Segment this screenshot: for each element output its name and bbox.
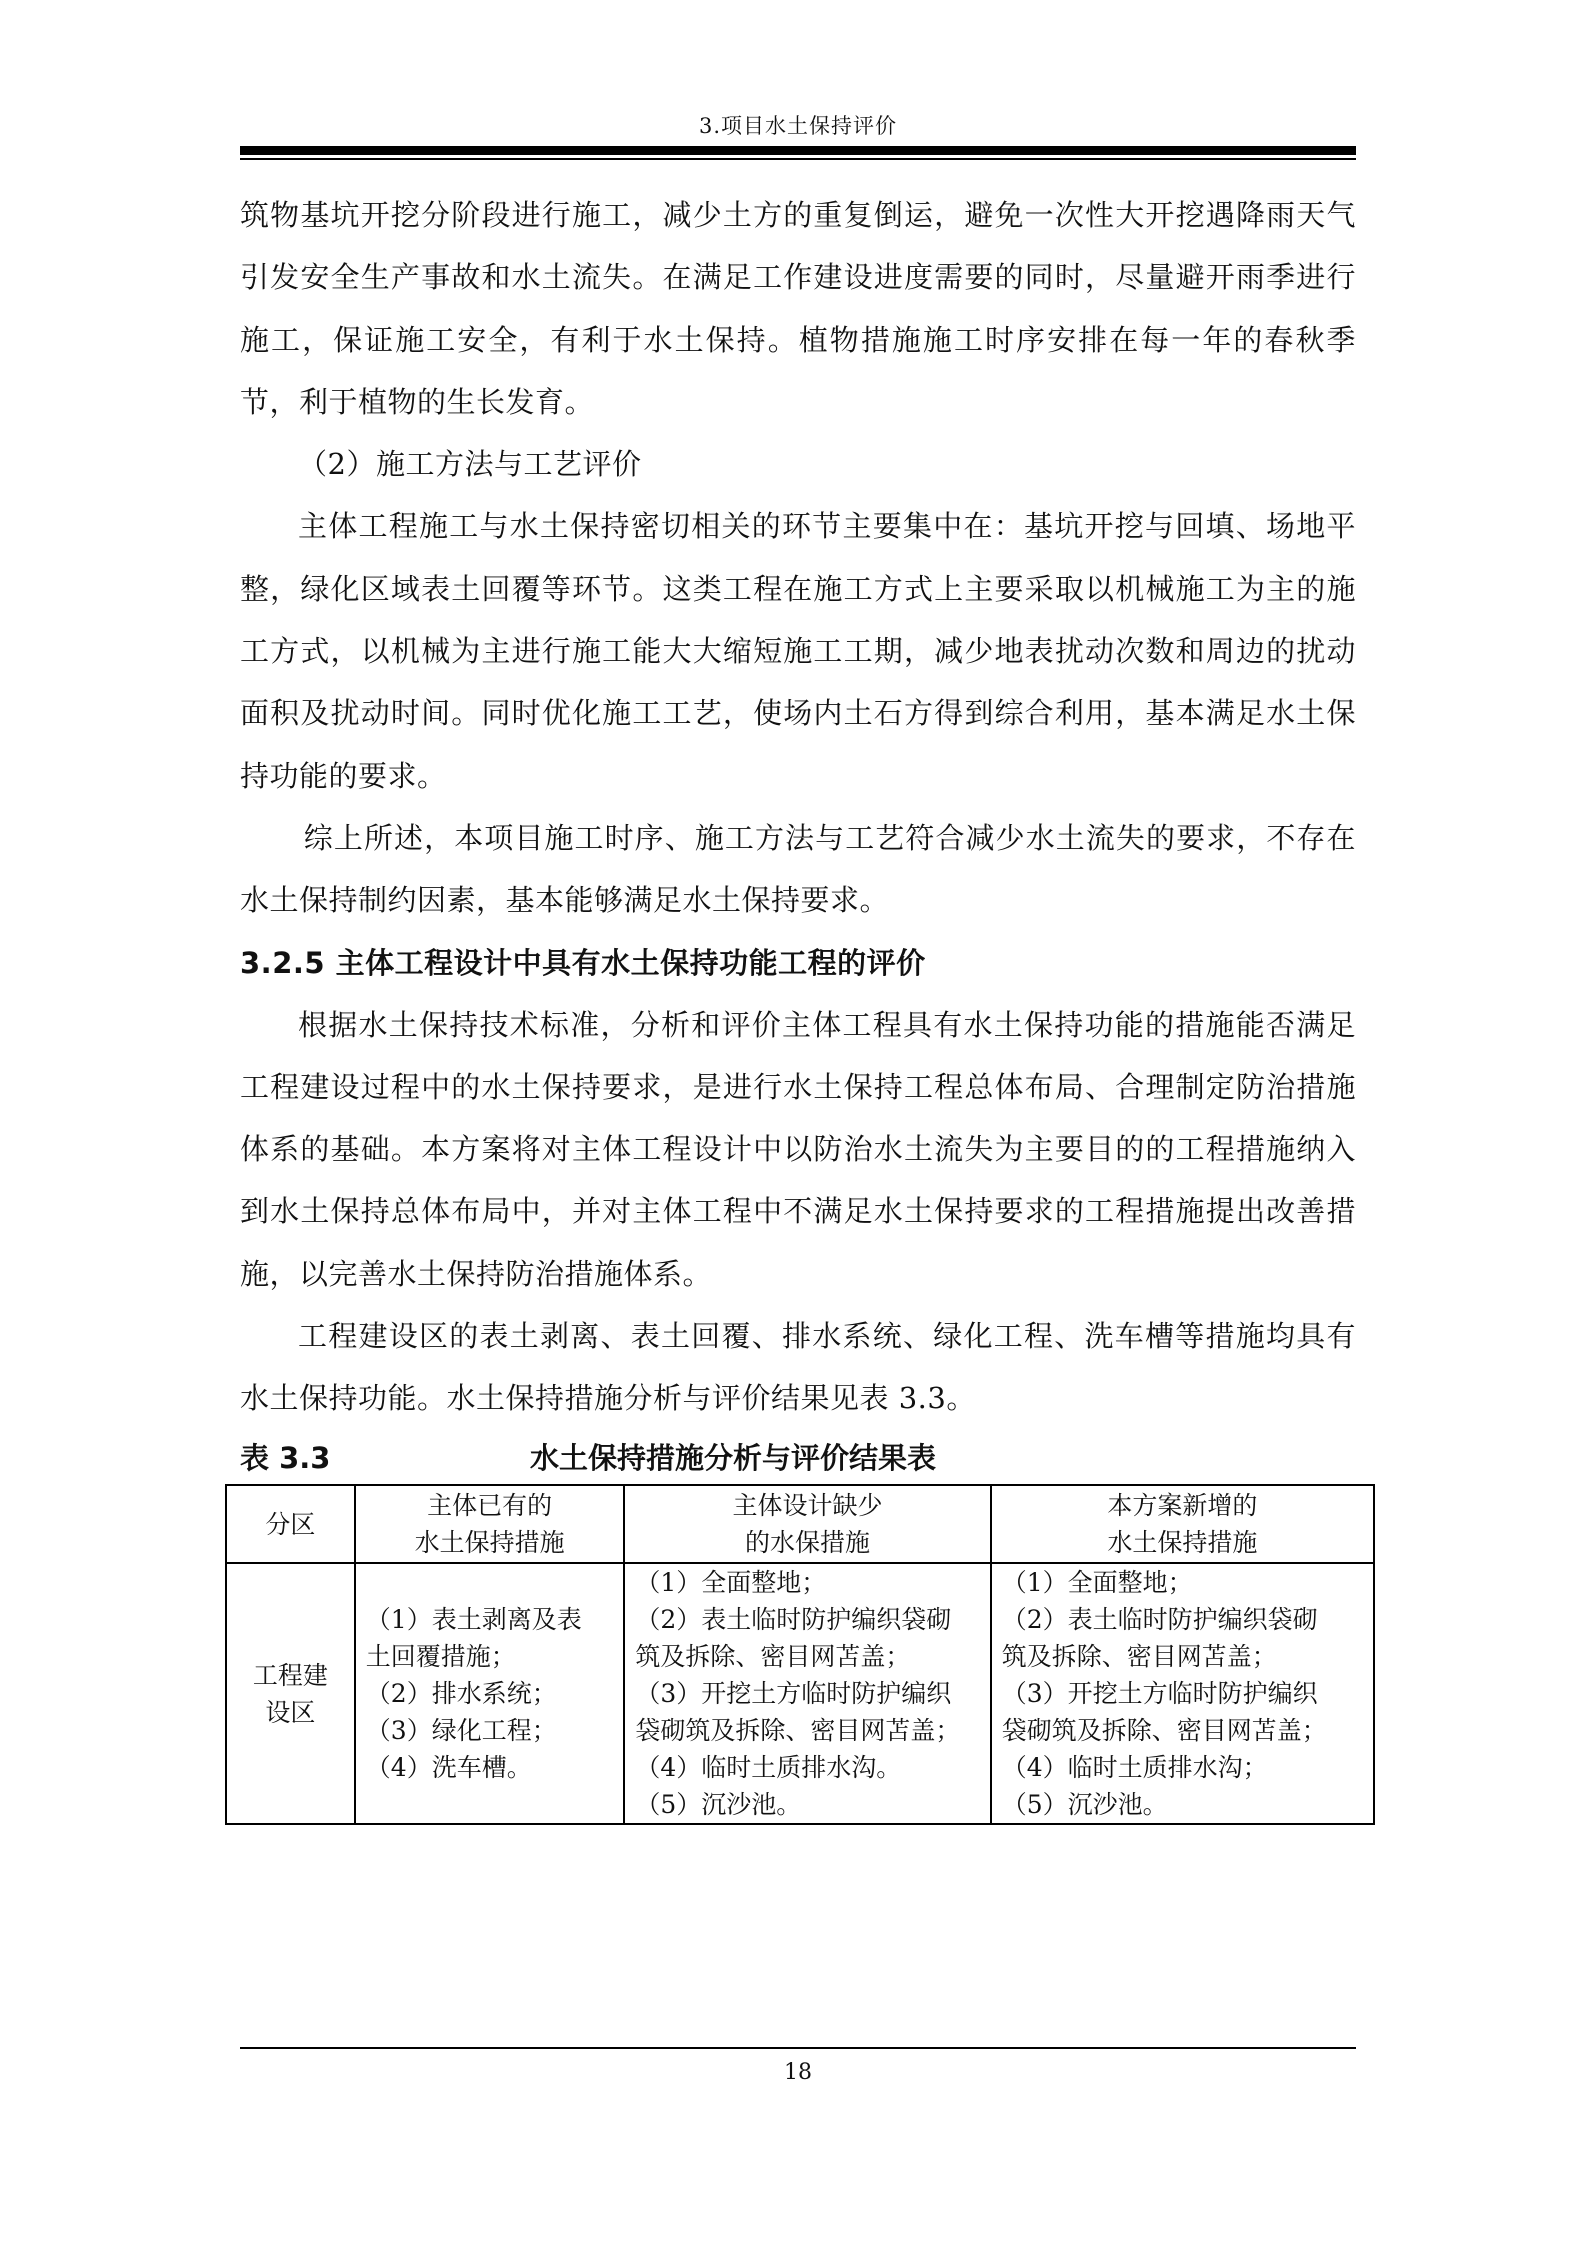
paragraph: 主体工程施工与水土保持密切相关的环节主要集中在：基坑开挖与回填、场地平整，绿化区域表土回覆等环节。这类工程在施工方式上主要采取以机械施工为主的施工方式，以机械为主进行施工能大大缩短施工工期，减少地表扰动次数和周边的扰动面积及扰动时间。同时优化施工工艺，使场内土石方得到综合利用，基本满足水土保持功能的要求。 — [240, 509, 1356, 793]
measure-line: （3）开挖土方临时防护编织 — [1001, 1679, 1318, 1708]
header-zone: 分区 — [226, 1485, 355, 1563]
paragraph: 综上所述，本项目施工时序、施工方法与工艺符合减少水土流失的要求，不存在水土保持制约因素，基本能够满足水土保持要求。 — [240, 820, 1356, 918]
table-header-row — [226, 1485, 1374, 1563]
paragraph: 根据水土保持技术标准，分析和评价主体工程具有水土保持功能的措施能否满足工程建设过程中的水土保持要求，是进行水土保持工程总体布局、合理制定防治措施体系的基础。本方案将对主体工程设计中以防治水土流失为主要目的的工程措施纳入到水土保持总体布局中，并对主体工程中不满足水土保持要求的工程措施提出改善措施，以完善水土保持防治措施体系。 — [240, 1007, 1356, 1291]
measure-line: 土回覆措施； — [365, 1642, 516, 1671]
table-number: 表 3.3 — [240, 1441, 331, 1475]
measure-line: 筑及拆除、密目网苫盖； — [1001, 1642, 1277, 1671]
paragraph: 筑物基坑开挖分阶段进行施工，减少土方的重复倒运，避免一次性大开挖遇降雨天气引发安全生产事故和水土流失。在满足工作建设进度需要的同时，尽量避开雨季进行施工，保证施工安全，有利于水土保持。植物措施施工时序安排在每一年的春秋季节，利于植物的生长发育。 — [240, 198, 1356, 419]
new-measures-cell — [991, 1563, 1374, 1824]
table-row — [226, 1563, 1374, 1824]
footer-rule — [240, 2047, 1356, 2049]
header-missing: 主体设计缺少 的水保措施 — [624, 1485, 990, 1563]
table-title: 水土保持措施分析与评价结果表 — [530, 1441, 937, 1475]
header-new: 本方案新增的 水土保持措施 — [991, 1485, 1374, 1563]
header-rule-thick — [240, 146, 1356, 155]
running-header: 3.项目水土保持评价 — [698, 114, 898, 138]
measure-line: （1）全面整地； — [635, 1568, 827, 1597]
measure-line: （5）沉沙池。 — [635, 1790, 802, 1819]
measure-line: （2）表土临时防护编织袋砌 — [635, 1605, 952, 1634]
paragraph: 工程建设区的表土剥离、表土回覆、排水系统、绿化工程、洗车槽等措施均具有水土保持功能。水土保持措施分析与评价结果见表 3.3。 — [240, 1319, 1356, 1416]
measure-line: 袋砌筑及拆除、密目网苫盖； — [1001, 1716, 1327, 1745]
measure-line: 袋砌筑及拆除、密目网苫盖； — [635, 1716, 961, 1745]
missing-measures-cell — [624, 1563, 990, 1824]
zone-cell: 工程建 设区 — [226, 1563, 355, 1824]
measure-line: （4）临时土质排水沟。 — [635, 1753, 902, 1782]
measure-line: （2）表土临时防护编织袋砌 — [1001, 1605, 1318, 1634]
page-number: 18 — [784, 2060, 812, 2085]
table-caption — [240, 1436, 1356, 1476]
measure-line: （3）开挖土方临时防护编织 — [635, 1679, 952, 1708]
measure-line: （5）沉沙池。 — [1001, 1790, 1168, 1819]
subsection-title: （2）施工方法与工艺评价 — [298, 447, 642, 482]
measures-table — [225, 1484, 1375, 1825]
section-heading: 3.2.5 主体工程设计中具有水土保持功能工程的评价 — [240, 945, 926, 980]
measure-line: （1）全面整地； — [1001, 1568, 1193, 1597]
body-text — [240, 184, 1356, 1430]
measure-line: （4）洗车槽。 — [365, 1753, 532, 1782]
measure-line: （3）绿化工程； — [365, 1716, 557, 1745]
existing-measures-cell — [355, 1563, 625, 1824]
measure-line: （2）排水系统； — [365, 1679, 557, 1708]
measure-line: （4）临时土质排水沟； — [1001, 1753, 1268, 1782]
header-rule-thin — [240, 158, 1356, 160]
measure-line: 筑及拆除、密目网苫盖； — [635, 1642, 911, 1671]
measure-line: （1）表土剥离及表 — [365, 1605, 582, 1634]
header-existing: 主体已有的 水土保持措施 — [355, 1485, 625, 1563]
